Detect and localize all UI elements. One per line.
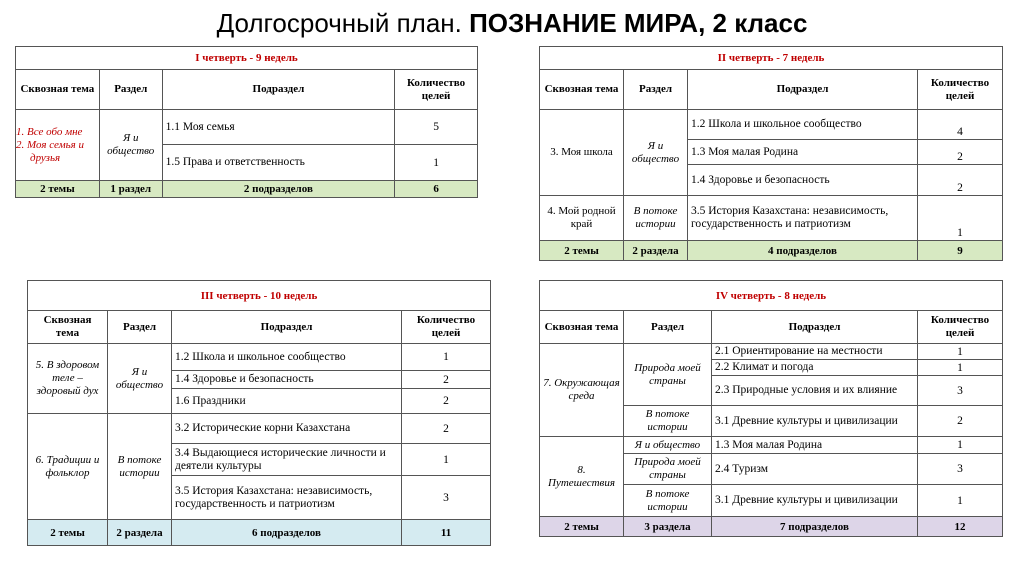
total-subsections: 2 подразделов [162, 181, 395, 198]
total-row [540, 241, 1003, 261]
col-header-section: Раздел [624, 70, 688, 110]
subsection-cell: 1.2 Школа и школьное сообщество [172, 344, 402, 371]
col-header-count: Количество целей [918, 70, 1003, 110]
total-sections: 2 раздела [108, 520, 172, 546]
total-count: 9 [918, 241, 1003, 261]
page-title: Долгосрочный план. ПОЗНАНИЕ МИРА, 2 класс [216, 8, 808, 38]
total-row [28, 520, 491, 546]
section-cell: Я и общество [108, 344, 172, 414]
section-cell: Природа моей страны [624, 454, 712, 485]
subsection-cell: 3.1 Древние культуры и цивилизации [712, 485, 918, 517]
col-header-subsection: Подраздел [162, 70, 395, 110]
subsection-cell: 1.6 Праздники [172, 389, 402, 414]
quarter-heading: IV четверть - 8 недель [540, 281, 1003, 311]
count-cell: 2 [918, 140, 1003, 165]
count-cell: 2 [402, 389, 491, 414]
col-header-count: Количество целей [402, 311, 491, 344]
col-header-count: Количество целей [395, 70, 478, 110]
count-cell: 5 [395, 110, 478, 145]
count-cell: 1 [918, 360, 1003, 376]
total-count: 12 [918, 517, 1003, 537]
total-subsections: 6 подразделов [172, 520, 402, 546]
subsection-cell: 2.3 Природные условия и их влияние [712, 376, 918, 406]
col-header-theme: Сквозная тема [540, 70, 624, 110]
total-row [16, 181, 478, 198]
col-header-theme: Сквозная тема [540, 311, 624, 344]
section-cell: Природа моей страны [624, 344, 712, 406]
subsection-cell: 2.1 Ориентирование на местности [712, 344, 918, 360]
theme-cell: 6. Традиции и фольклор [28, 414, 108, 520]
total-sections: 1 раздел [99, 181, 162, 198]
total-subsections: 7 подразделов [712, 517, 918, 537]
subsection-cell: 3.2 Исторические корни Казахстана [172, 414, 402, 444]
total-themes: 2 темы [540, 241, 624, 261]
subsection-cell: 1.1 Моя семья [162, 110, 395, 145]
count-cell: 4 [918, 110, 1003, 140]
col-header-subsection: Подраздел [172, 311, 402, 344]
theme-cell: 4. Мой родной край [540, 196, 624, 241]
col-header-count: Количество целей [918, 311, 1003, 344]
subsection-cell: 1.2 Школа и школьное сообщество [688, 110, 918, 140]
subsection-cell: 2.2 Климат и погода [712, 360, 918, 376]
theme-cell [16, 110, 100, 181]
quarter-2-table [539, 46, 1003, 261]
col-header-subsection: Подраздел [688, 70, 918, 110]
total-row [540, 517, 1003, 537]
quarter-4-table [539, 280, 1003, 537]
subsection-cell: 1.3 Моя малая Родина [688, 140, 918, 165]
section-cell: Я и общество [99, 110, 162, 181]
quarter-3-table [27, 280, 491, 546]
subsection-cell: 1.4 Здоровье и безопасность [688, 165, 918, 196]
theme-cell: 3. Моя школа [540, 110, 624, 196]
count-cell: 1 [918, 344, 1003, 360]
total-sections: 2 раздела [624, 241, 688, 261]
theme-cell: 7. Окружающая среда [540, 344, 624, 437]
quarter-1-table [15, 46, 478, 198]
subsection-cell: 3.4 Выдающиеся исторические личности и деятели культуры [172, 444, 402, 476]
total-themes: 2 темы [16, 181, 100, 198]
total-subsections: 4 подразделов [688, 241, 918, 261]
total-count: 6 [395, 181, 478, 198]
subsection-cell: 1.5 Права и ответственность [162, 145, 395, 181]
count-cell: 2 [402, 371, 491, 389]
theme-item: 2. Моя семья и друзья [16, 138, 84, 164]
quarter-heading: I четверть - 9 недель [16, 47, 478, 70]
col-header-section: Раздел [108, 311, 172, 344]
subsection-cell: 1.4 Здоровье и безопасность [172, 371, 402, 389]
total-themes: 2 темы [28, 520, 108, 546]
total-sections: 3 раздела [624, 517, 712, 537]
quarter-heading: III четверть - 10 недель [28, 281, 491, 311]
count-cell: 2 [402, 414, 491, 444]
quarter-heading: II четверть - 7 недель [540, 47, 1003, 70]
count-cell: 1 [402, 444, 491, 476]
section-cell: Я и общество [624, 437, 712, 454]
count-cell: 1 [918, 196, 1003, 241]
subsection-cell: 1.3 Моя малая Родина [712, 437, 918, 454]
count-cell: 3 [402, 476, 491, 520]
col-header-section: Раздел [99, 70, 162, 110]
theme-cell: 5. В здоровом теле – здоровый дух [28, 344, 108, 414]
subsection-cell: 3.1 Древние культуры и цивилизации [712, 406, 918, 437]
section-cell: В потоке истории [624, 406, 712, 437]
count-cell: 1 [402, 344, 491, 371]
count-cell: 3 [918, 376, 1003, 406]
count-cell: 1 [395, 145, 478, 181]
section-cell: В потоке истории [624, 485, 712, 517]
subsection-cell: 2.4 Туризм [712, 454, 918, 485]
subsection-cell: 3.5 История Казахстана: независимость, государственность и патриотизм [172, 476, 402, 520]
col-header-theme: Сквозная тема [16, 70, 100, 110]
theme-cell: 8. Путешествия [540, 437, 624, 517]
count-cell: 3 [918, 454, 1003, 485]
col-header-section: Раздел [624, 311, 712, 344]
col-header-theme: Сквозная тема [28, 311, 108, 344]
section-cell: В потоке истории [108, 414, 172, 520]
count-cell: 1 [918, 437, 1003, 454]
count-cell: 2 [918, 165, 1003, 196]
total-count: 11 [402, 520, 491, 546]
count-cell: 1 [918, 485, 1003, 517]
section-cell: Я и общество [624, 110, 688, 196]
total-themes: 2 темы [540, 517, 624, 537]
count-cell: 2 [918, 406, 1003, 437]
theme-item: 1. Все обо мне [16, 125, 83, 138]
subsection-cell: 3.5 История Казахстана: независимость, государственность и патриотизм [688, 196, 918, 241]
col-header-subsection: Подраздел [712, 311, 918, 344]
section-cell: В потоке истории [624, 196, 688, 241]
